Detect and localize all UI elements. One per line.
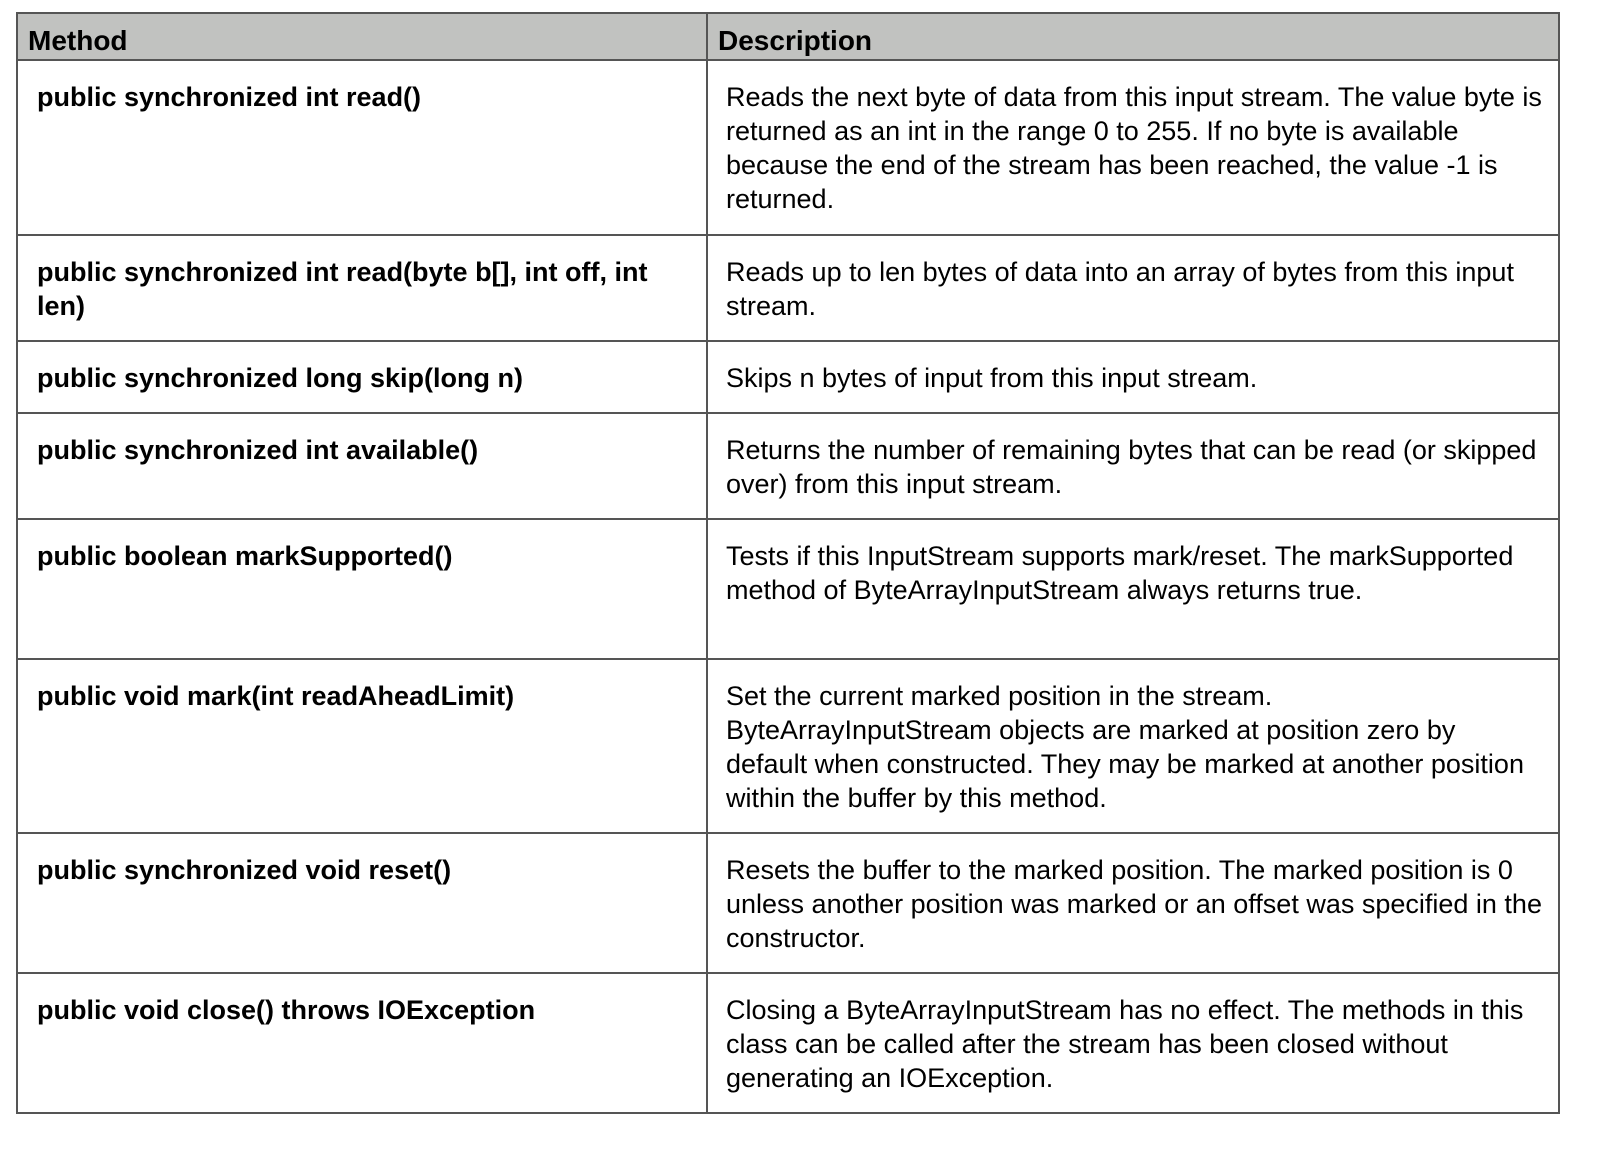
description-cell: Set the current marked position in the stream. ByteArrayInputStream objects are marked at position zero by default when constructed. They may be marked at another position within the buffer by this method.: [707, 659, 1559, 833]
method-cell: public synchronized int read(): [17, 60, 707, 235]
description-cell: Resets the buffer to the marked position. The marked position is 0 unless another position was marked or an offset was specified in the constructor.: [707, 833, 1559, 973]
description-cell: Skips n bytes of input from this input stream.: [707, 341, 1559, 413]
table-header-row: [17, 13, 1559, 60]
table-row: [17, 519, 1559, 659]
method-cell: public synchronized long skip(long n): [17, 341, 707, 413]
description-cell: Reads up to len bytes of data into an array of bytes from this input stream.: [707, 235, 1559, 341]
method-cell: public synchronized int read(byte b[], int off, int len): [17, 235, 707, 341]
method-cell: public synchronized int available(): [17, 413, 707, 519]
table-row: [17, 413, 1559, 519]
method-cell: public void close() throws IOException: [17, 973, 707, 1113]
description-cell: Returns the number of remaining bytes that can be read (or skipped over) from this input stream.: [707, 413, 1559, 519]
description-cell: Tests if this InputStream supports mark/reset. The markSupported method of ByteArrayInputStream always returns true.: [707, 519, 1559, 659]
column-header-description: Description: [707, 13, 1559, 60]
description-cell: Reads the next byte of data from this input stream. The value byte is returned as an int in the range 0 to 255. If no byte is available because the end of the stream has been reached, the value -1 is returned.: [707, 60, 1559, 235]
column-header-method: Method: [17, 13, 707, 60]
table-row: [17, 235, 1559, 341]
table-row: [17, 973, 1559, 1113]
method-cell: public void mark(int readAheadLimit): [17, 659, 707, 833]
table-row: [17, 659, 1559, 833]
table-row: [17, 833, 1559, 973]
methods-table: [16, 12, 1560, 1114]
description-cell: Closing a ByteArrayInputStream has no effect. The methods in this class can be called after the stream has been closed without generating an IOException.: [707, 973, 1559, 1113]
method-cell: public boolean markSupported(): [17, 519, 707, 659]
method-cell: public synchronized void reset(): [17, 833, 707, 973]
table-row: [17, 341, 1559, 413]
table-row: [17, 60, 1559, 235]
